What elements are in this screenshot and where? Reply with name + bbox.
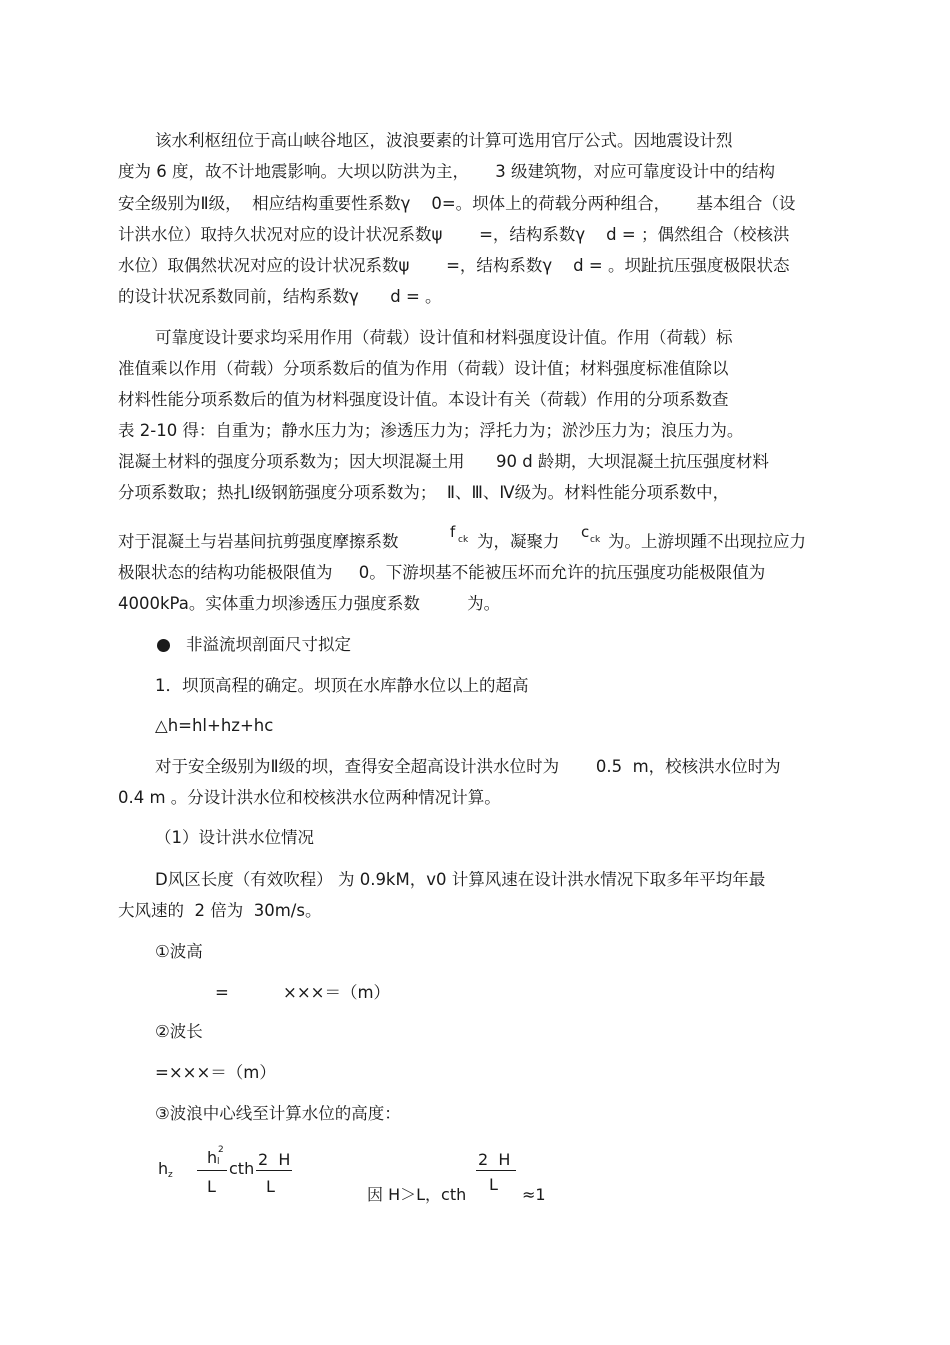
section-heading: 非溢流坝剖面尺寸拟定 xyxy=(186,635,351,654)
formula-approx: ≈1 xyxy=(522,1185,546,1204)
p3-line-3: 4000kPa。实体重力坝渗透压力强度系数 为。 xyxy=(118,594,501,613)
formula-fraction3-bar xyxy=(476,1170,516,1171)
formula-fraction1-denominator: L xyxy=(207,1177,216,1196)
p3-line-1c: 为。上游坝踵不出现拉应力 xyxy=(608,532,806,551)
p2-line-3: 材料性能分项系数后的值为材料强度设计值。本设计有关（荷载）作用的分项系数查 xyxy=(118,390,729,409)
p2-line-4: 表 2-10 得：自重为；静水压力为；渗透压力为；浮托力为；淤沙压力为；浪压力为。 xyxy=(118,421,744,440)
formula-fraction1-num-subscript: l xyxy=(217,1157,220,1167)
formula-because: 因 H＞L，cth xyxy=(367,1185,467,1204)
wave-length-formula: =×××＝（m） xyxy=(155,1063,276,1082)
center-line-label: ③波浪中心线至计算水位的高度： xyxy=(155,1104,401,1123)
formula-hz-subscript: z xyxy=(168,1170,173,1180)
wave-height-label: ①波高 xyxy=(155,942,203,961)
bullet-icon xyxy=(157,639,170,652)
formula-fraction1-numerator: h xyxy=(207,1148,218,1167)
formula-hz-symbol: h xyxy=(158,1159,169,1178)
formula-fraction2-numerator: 2 H xyxy=(258,1150,291,1169)
wave-height-formula: ×××＝（m） xyxy=(283,983,391,1002)
p3-line-2: 极限状态的结构功能极限值为 0。下游坝基不能被压坏而允许的抗压强度功能极限值为 xyxy=(118,563,766,582)
formula-fraction1-num-superscript: 2 xyxy=(218,1145,224,1155)
p2-line-6: 分项系数取；热扎Ⅰ级钢筋强度分项系数为； Ⅱ、Ⅲ、Ⅳ级为。材料性能分项系数中， xyxy=(118,483,730,502)
wind-line-2: 大风速的 2 倍为 30m/s。 xyxy=(118,901,322,920)
formula-fraction2-bar xyxy=(256,1170,292,1171)
p2-line-1: 可靠度设计要求均采用作用（荷载）设计值和材料强度设计值。作用（荷载）标 xyxy=(155,328,733,347)
formula-fraction3-numerator: 2 H xyxy=(478,1150,511,1169)
p1-line-2: 度为 6 度，故不计地震影响。大坝以防洪为主， 3 级建筑物，对应可靠度设计中的结构 xyxy=(118,162,775,181)
wave-length-label: ②波长 xyxy=(155,1022,203,1041)
formula-fraction3-denominator: L xyxy=(489,1175,498,1194)
wave-height-equals: = xyxy=(215,983,229,1002)
wind-line-1: D风区长度（有效吹程） 为 0.9kM，v0 计算风速在设计洪水情况下取多年平均年最 xyxy=(155,870,766,889)
item-1-text: 1．坝顶高程的确定。坝顶在水库静水位以上的超高 xyxy=(155,676,529,695)
p1-line-6: 的设计状况系数同前，结构系数γ d = 。 xyxy=(118,287,442,306)
cohesion-symbol: c xyxy=(581,523,590,541)
p3-line-1b: 为，凝聚力 xyxy=(477,532,560,551)
formula-fraction1-bar xyxy=(197,1170,227,1171)
formula-fraction2-denominator: L xyxy=(266,1177,275,1196)
formula-cth: cth xyxy=(229,1159,255,1178)
freeboard-formula: △h=hl+hz+hc xyxy=(155,716,274,735)
p1-line-5: 水位）取偶然状况对应的设计状况系数ψ =，结构系数γ d = 。坝趾抗压强度极限状态 xyxy=(118,256,790,275)
safety-line-1: 对于安全级别为Ⅱ级的坝，查得安全超高设计洪水位时为 0.5 m，校核洪水位时为 xyxy=(155,757,781,776)
p2-line-2: 准值乘以作用（荷载）分项系数后的值为作用（荷载）设计值；材料强度标准值除以 xyxy=(118,359,729,378)
p2-line-5: 混凝土材料的强度分项系数为；因大坝混凝土用 90 d 龄期，大坝混凝土抗压强度材料 xyxy=(118,452,769,471)
p1-line-3: 安全级别为Ⅱ级， 相应结构重要性系数γ 0=。坝体上的荷载分两种组合， 基本组合（设 xyxy=(118,194,796,213)
p1-line-1: 该水利枢纽位于高山峡谷地区，波浪要素的计算可选用官厅公式。因地震设计烈 xyxy=(155,131,733,150)
cohesion-subscript: ck xyxy=(590,535,601,545)
p3-line-1a: 对于混凝土与岩基间抗剪强度摩擦系数 xyxy=(118,532,399,551)
p1-line-4: 计洪水位）取持久状况对应的设计状况系数ψ =，结构系数γ d = ；偶然组合（校核洪 xyxy=(118,225,790,244)
friction-coefficient-symbol: f xyxy=(450,523,456,541)
friction-coefficient-subscript: ck xyxy=(458,535,469,545)
safety-line-2: 0.4 m 。分设计洪水位和校核洪水位两种情况计算。 xyxy=(118,788,501,807)
case-1-heading: （1）设计洪水位情况 xyxy=(155,828,314,847)
